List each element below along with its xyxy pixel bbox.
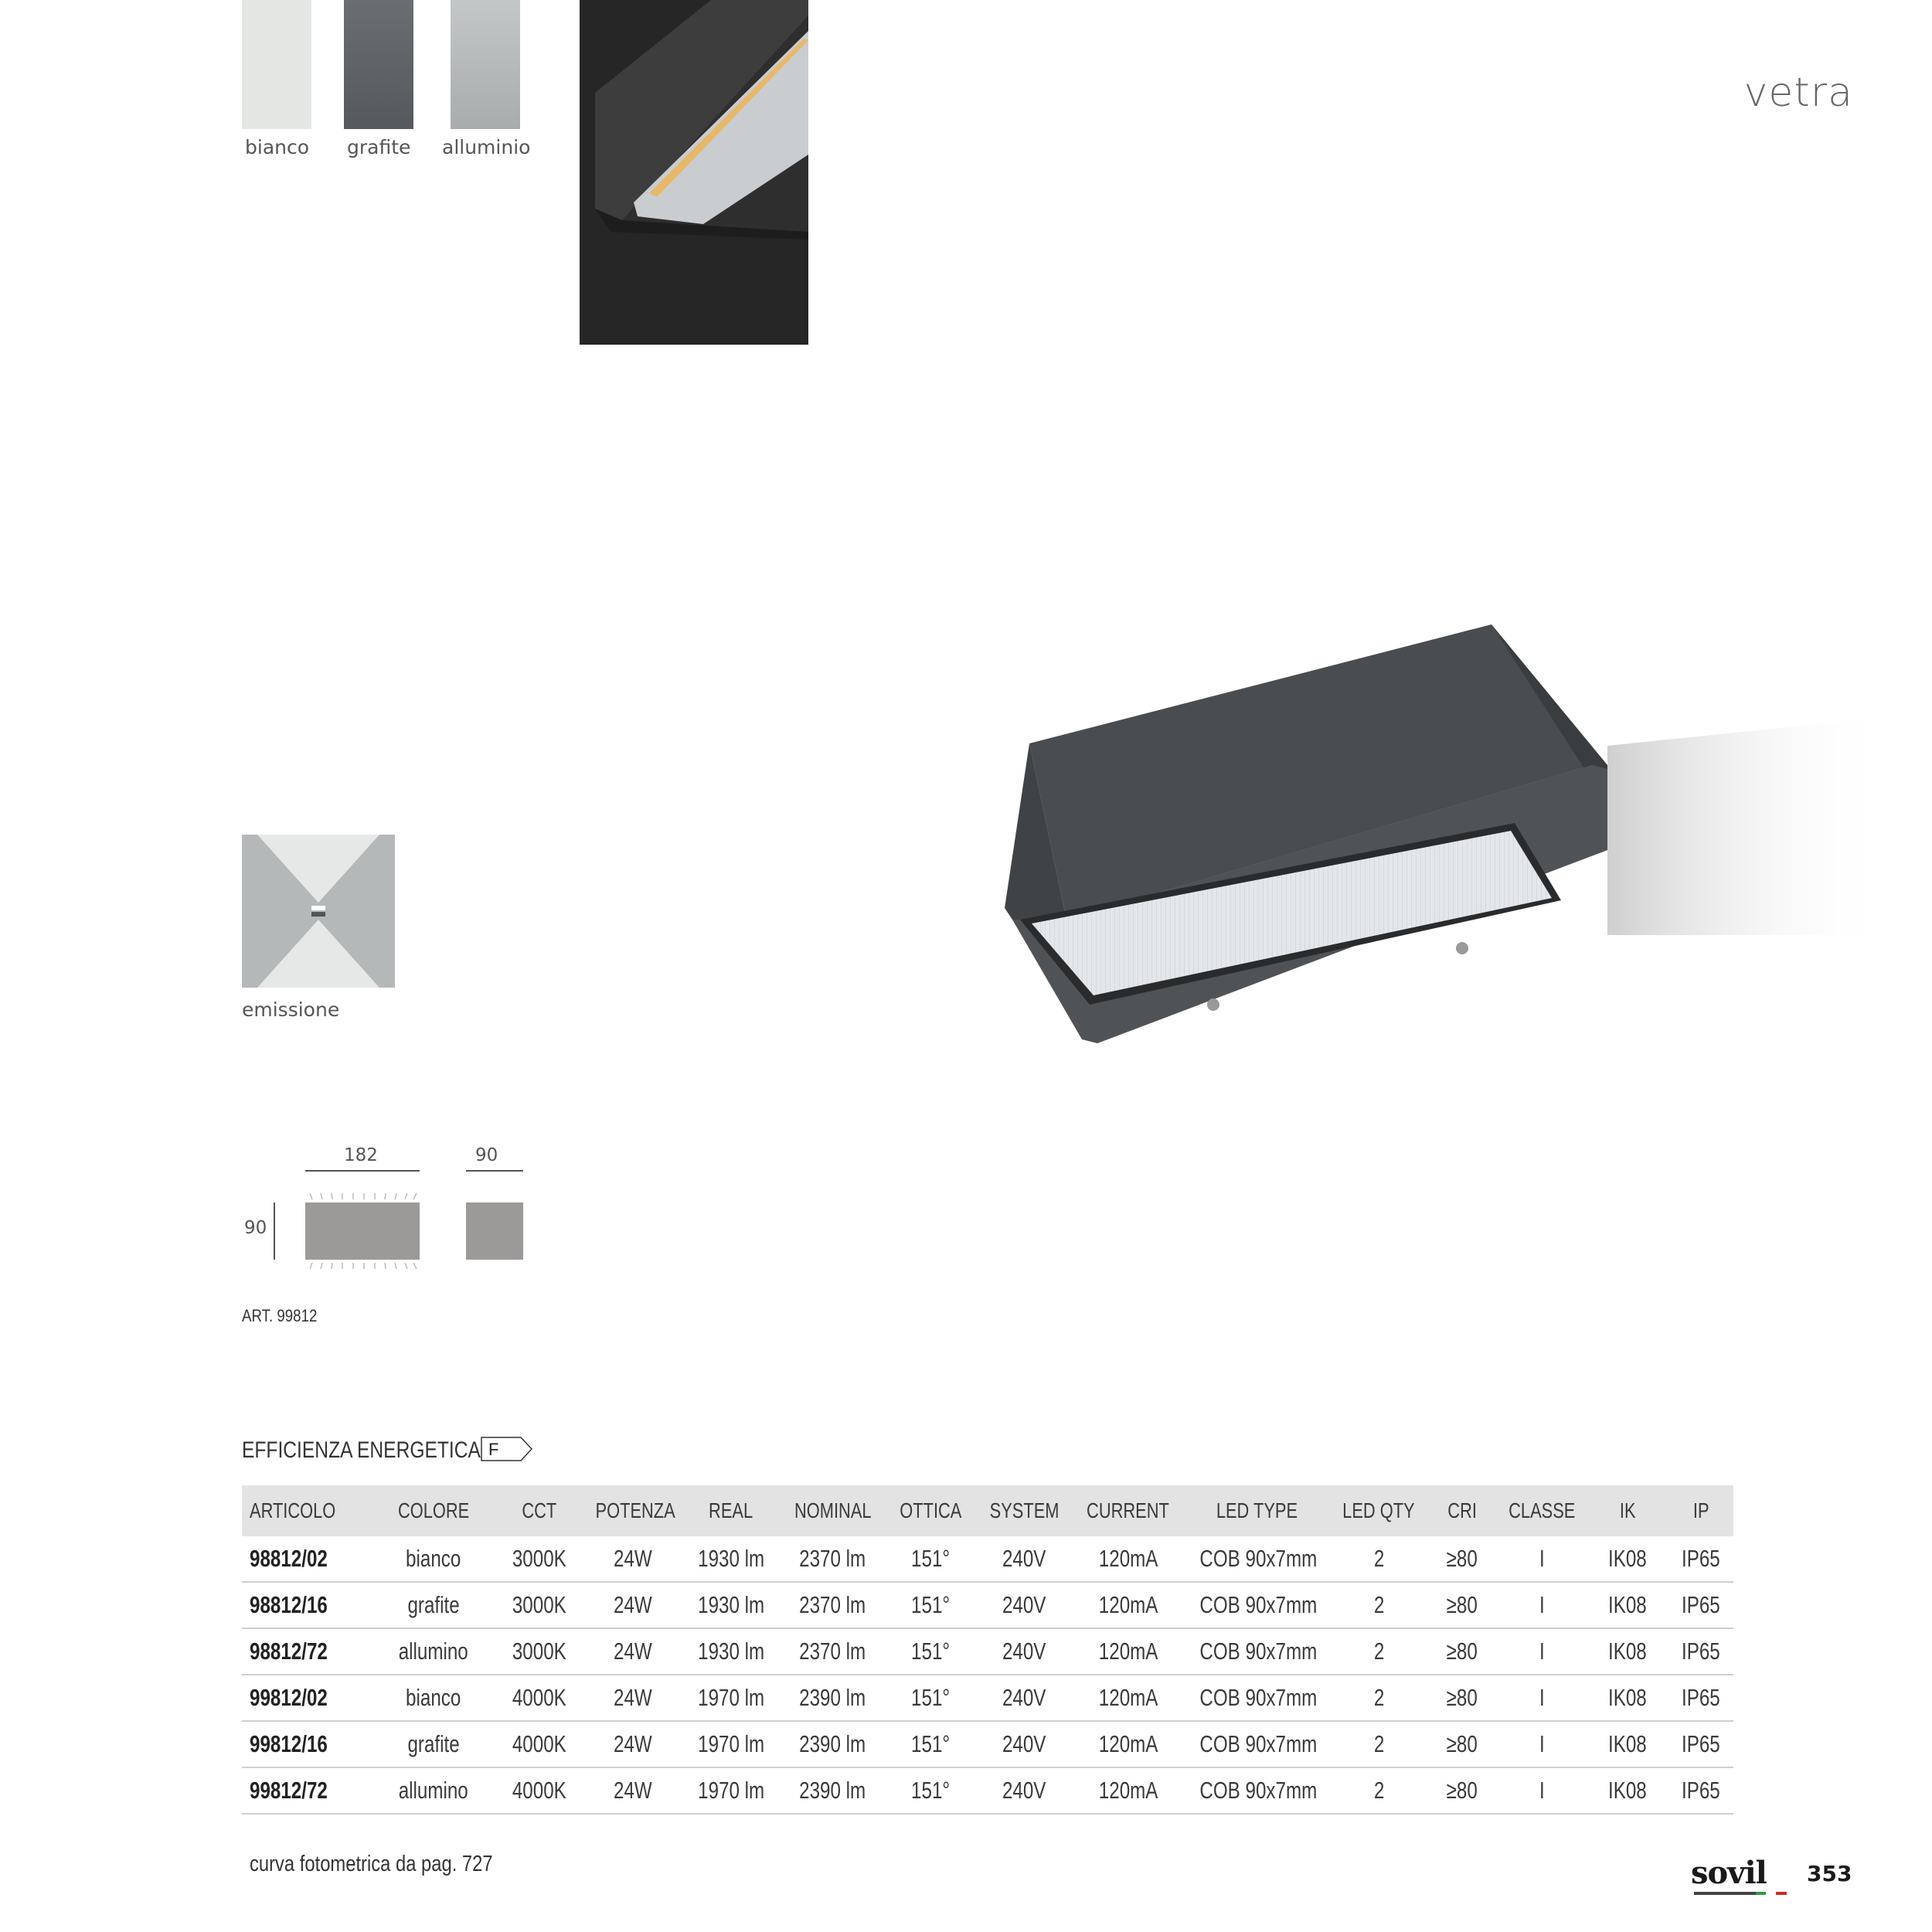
energy-class-badge (481, 1437, 533, 1461)
footnote: curva fotometrica da pag. 727 (250, 1852, 493, 1876)
side-view-box (466, 1202, 523, 1260)
table-cell: 151° (886, 1675, 975, 1721)
swatch-label-bianco: bianco (245, 136, 310, 158)
table-header-cell: CRI (1427, 1485, 1497, 1536)
table-cell: 151° (886, 1721, 975, 1767)
table-cell: 2370 lm (780, 1582, 886, 1628)
table-cell: COB 90x7mm (1183, 1721, 1330, 1767)
table-cell: 151° (886, 1582, 975, 1628)
emission-rays (305, 1192, 420, 1270)
table-cell: 2 (1330, 1721, 1428, 1767)
table-header-cell: POTENZA (584, 1485, 682, 1536)
table-cell: 2 (1330, 1628, 1428, 1675)
table-cell: 3000K (495, 1628, 584, 1675)
table-cell: IK08 (1587, 1721, 1668, 1767)
table-cell: bianco (372, 1536, 495, 1582)
table-header-cell: NOMINAL (780, 1485, 886, 1536)
table-cell: COB 90x7mm (1183, 1628, 1330, 1675)
dimension-width: 182 (344, 1145, 378, 1165)
page-number: 353 (1807, 1861, 1852, 1886)
table-cell: grafite (372, 1582, 495, 1628)
table-cell: 1970 lm (682, 1767, 780, 1814)
table-cell: 120mA (1073, 1582, 1183, 1628)
table-cell: IP65 (1668, 1675, 1734, 1721)
table-cell: 120mA (1073, 1767, 1183, 1814)
article-code-cell: 99812/72 (242, 1767, 372, 1814)
table-cell: I (1497, 1767, 1587, 1814)
table-cell: 151° (886, 1628, 975, 1675)
table-cell: IP65 (1668, 1767, 1734, 1814)
table-cell: 120mA (1073, 1628, 1183, 1675)
table-cell: 2 (1330, 1536, 1428, 1582)
table-header-cell: CLASSE (1497, 1485, 1587, 1536)
energy-class-letter: F (488, 1440, 499, 1459)
table-cell: COB 90x7mm (1183, 1767, 1330, 1814)
table-cell: 24W (584, 1675, 682, 1721)
table-cell: 240V (975, 1675, 1073, 1721)
specs-table (242, 1485, 1733, 1815)
emission-icon (242, 835, 395, 988)
brand-logo: sovil (1691, 1855, 1767, 1891)
table-cell: 2 (1330, 1582, 1428, 1628)
table-header-cell: SYSTEM (975, 1485, 1073, 1536)
table-cell: COB 90x7mm (1183, 1582, 1330, 1628)
table-cell: allumino (372, 1767, 495, 1814)
detail-photo (580, 0, 808, 345)
table-cell: ≥80 (1427, 1628, 1497, 1675)
table-cell: 2390 lm (780, 1675, 886, 1721)
table-cell: 4000K (495, 1767, 584, 1814)
swatch-label-grafite: grafite (347, 136, 411, 158)
table-cell: 151° (886, 1767, 975, 1814)
table-header-cell: REAL (682, 1485, 780, 1536)
logo-flag-stripe (1694, 1892, 1787, 1895)
table-header-cell: COLORE (372, 1485, 495, 1536)
table-header-cell: LED QTY (1330, 1485, 1428, 1536)
table-cell: COB 90x7mm (1183, 1536, 1330, 1582)
table-cell: 2390 lm (780, 1767, 886, 1814)
article-code-cell: 98812/16 (242, 1582, 372, 1628)
table-cell: 240V (975, 1536, 1073, 1582)
table-cell: 240V (975, 1721, 1073, 1767)
emission-label: emissione (242, 998, 340, 1021)
article-reference: ART. 99812 (242, 1306, 318, 1325)
table-cell: 24W (584, 1767, 682, 1814)
table-row (242, 1721, 1733, 1767)
table-row (242, 1628, 1733, 1675)
table-header-cell: CURRENT (1073, 1485, 1183, 1536)
swatch-grafite (344, 0, 413, 129)
table-cell: 1970 lm (682, 1721, 780, 1767)
table-cell: 1930 lm (682, 1582, 780, 1628)
table-header-cell: IK (1587, 1485, 1668, 1536)
table-row (242, 1675, 1733, 1721)
table-cell: 120mA (1073, 1675, 1183, 1721)
table-cell: 120mA (1073, 1721, 1183, 1767)
table-cell: 151° (886, 1536, 975, 1582)
table-cell: grafite (372, 1721, 495, 1767)
table-row (242, 1536, 1733, 1582)
table-cell: 2 (1330, 1675, 1428, 1721)
table-cell: 2370 lm (780, 1536, 886, 1582)
table-cell: IK08 (1587, 1767, 1668, 1814)
table-cell: ≥80 (1427, 1721, 1497, 1767)
table-cell: ≥80 (1427, 1675, 1497, 1721)
swatch-alluminio (451, 0, 520, 129)
dimension-height-line (274, 1202, 275, 1260)
table-header-cell: LED TYPE (1183, 1485, 1330, 1536)
table-cell: 240V (975, 1767, 1073, 1814)
energy-efficiency-label: EFFICIENZA ENERGETICA (242, 1437, 481, 1463)
product-photo (989, 611, 1886, 1074)
table-cell: ≥80 (1427, 1582, 1497, 1628)
article-code-cell: 98812/72 (242, 1628, 372, 1675)
product-title: vetra (1743, 70, 1853, 116)
table-cell: 3000K (495, 1536, 584, 1582)
table-cell: 4000K (495, 1721, 584, 1767)
table-cell: 24W (584, 1721, 682, 1767)
swatch-label-alluminio: alluminio (442, 136, 531, 158)
dimension-width-line (305, 1170, 420, 1172)
table-cell: 120mA (1073, 1536, 1183, 1582)
table-cell: 2390 lm (780, 1721, 886, 1767)
table-cell: allumino (372, 1628, 495, 1675)
table-cell: 2 (1330, 1767, 1428, 1814)
table-header-row (242, 1485, 1733, 1536)
table-cell: 240V (975, 1628, 1073, 1675)
table-cell: COB 90x7mm (1183, 1675, 1330, 1721)
article-code-cell: 98812/02 (242, 1536, 372, 1582)
dimension-height: 90 (244, 1218, 267, 1238)
table-cell: 4000K (495, 1675, 584, 1721)
table-cell: I (1497, 1721, 1587, 1767)
table-cell: 24W (584, 1628, 682, 1675)
dimension-depth-line (466, 1170, 523, 1172)
table-cell: I (1497, 1582, 1587, 1628)
table-row (242, 1767, 1733, 1814)
table-cell: I (1497, 1628, 1587, 1675)
table-cell: IK08 (1587, 1536, 1668, 1582)
table-header-cell: IP (1668, 1485, 1734, 1536)
article-code-cell: 99812/16 (242, 1721, 372, 1767)
table-cell: 3000K (495, 1582, 584, 1628)
table-cell: 1930 lm (682, 1536, 780, 1582)
table-cell: I (1497, 1536, 1587, 1582)
table-cell: 1970 lm (682, 1675, 780, 1721)
article-code-cell: 99812/02 (242, 1675, 372, 1721)
table-cell: IP65 (1668, 1721, 1734, 1767)
table-header-cell: CCT (495, 1485, 584, 1536)
table-cell: 24W (584, 1582, 682, 1628)
table-cell: bianco (372, 1675, 495, 1721)
table-cell: IK08 (1587, 1675, 1668, 1721)
table-cell: 240V (975, 1582, 1073, 1628)
table-cell: 24W (584, 1536, 682, 1582)
table-cell: IK08 (1587, 1582, 1668, 1628)
table-cell: IP65 (1668, 1582, 1734, 1628)
table-header-cell: ARTICOLO (242, 1485, 372, 1536)
table-cell: IP65 (1668, 1628, 1734, 1675)
table-cell: 2370 lm (780, 1628, 886, 1675)
table-header-cell: OTTICA (886, 1485, 975, 1536)
table-cell: ≥80 (1427, 1536, 1497, 1582)
table-cell: ≥80 (1427, 1767, 1497, 1814)
table-cell: IK08 (1587, 1628, 1668, 1675)
dimension-depth: 90 (475, 1145, 498, 1165)
table-row (242, 1582, 1733, 1628)
table-cell: IP65 (1668, 1536, 1734, 1582)
swatch-bianco (242, 0, 311, 129)
table-cell: 1930 lm (682, 1628, 780, 1675)
table-cell: I (1497, 1675, 1587, 1721)
